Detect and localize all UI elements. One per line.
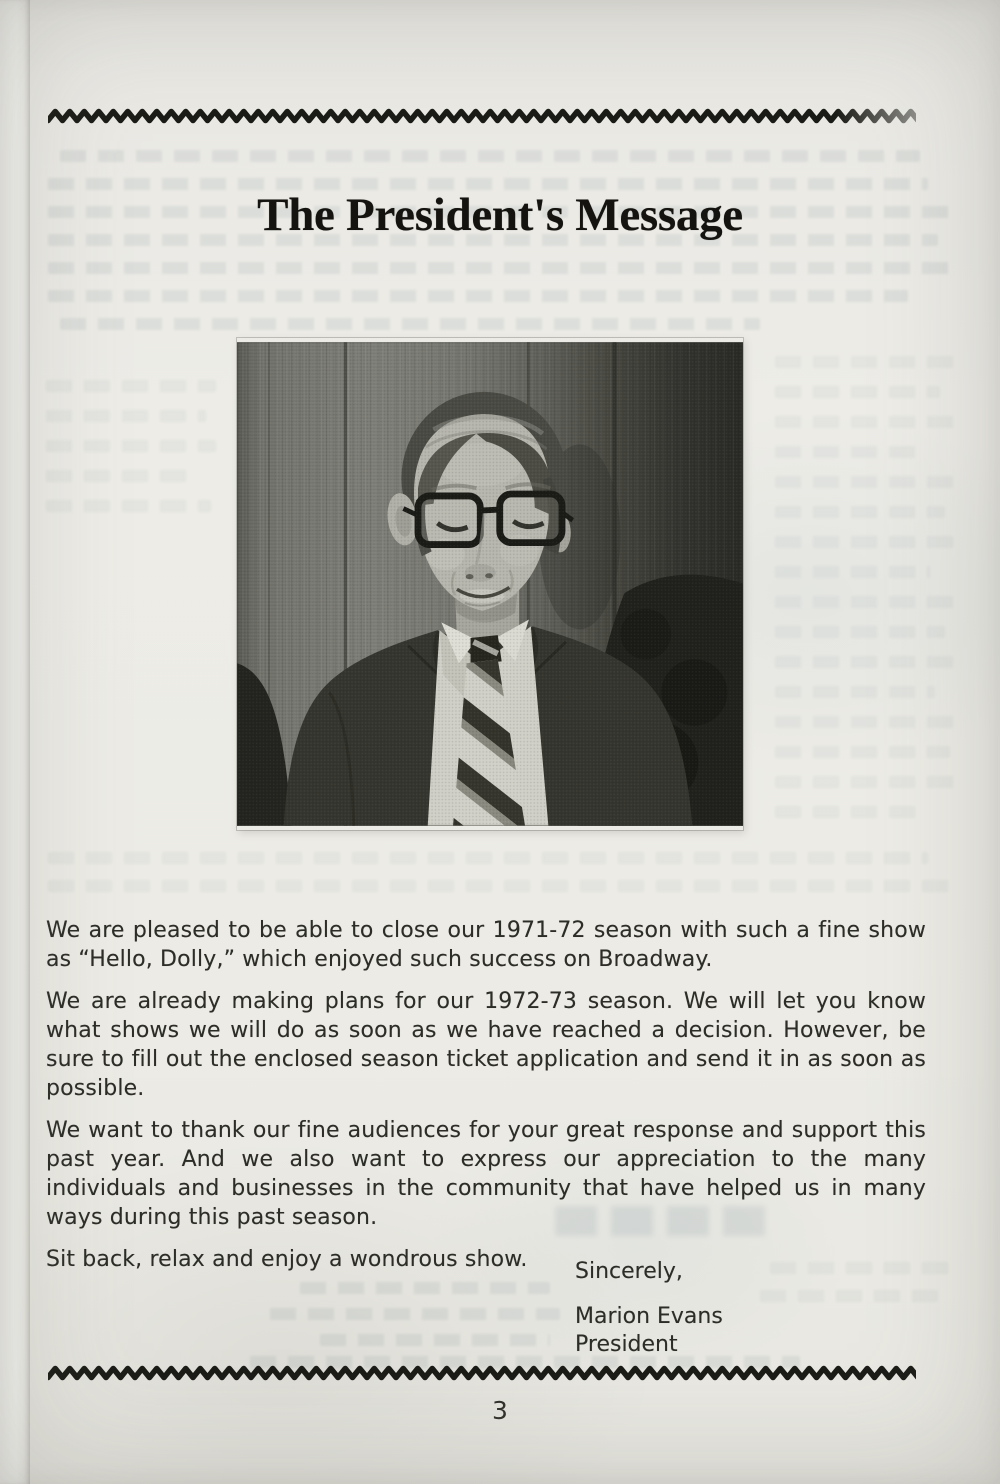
- bleedthrough-line: [60, 150, 920, 162]
- signature-closing: Sincerely,: [575, 1259, 683, 1284]
- bleedthrough-line: [775, 416, 955, 428]
- bleedthrough-line: [300, 1282, 550, 1294]
- bottom-border: [48, 1364, 916, 1383]
- bleedthrough-line: [775, 746, 950, 758]
- body-paragraph: We are pleased to be able to close our 1971-72 season with such a fine show as “Hello, Dolly,” which enjoyed such success on Broadway.: [46, 918, 926, 972]
- president-portrait-photo: [237, 338, 743, 830]
- bleedthrough-line: [760, 1290, 950, 1302]
- body-paragraph: We are already making plans for our 1972-73 season. We will let you know what shows we will do as soon as we have reached a decision. However, be sure to fill out the enclosed season ticket application and send it in as soon as possible.: [46, 989, 926, 1101]
- bleedthrough-line: [60, 318, 760, 330]
- bleedthrough-line: [46, 440, 216, 452]
- bleedthrough-line: [46, 380, 216, 392]
- top-border: [48, 107, 916, 126]
- body-paragraph: Sit back, relax and enjoy a wondrous show.: [46, 1247, 528, 1272]
- signature-name: Marion Evans: [575, 1304, 723, 1329]
- page-number: 3: [492, 1396, 508, 1425]
- bleedthrough-line: [775, 686, 935, 698]
- bleedthrough-line: [775, 566, 930, 578]
- bleedthrough-line: [46, 470, 196, 482]
- page-left-edge: [0, 0, 30, 1484]
- body-paragraph: We want to thank our fine audiences for your great response and support this past year. And we also want to express our appreciation to the many individuals and businesses in the community that have helped us in many ways during this past season.: [46, 1118, 926, 1230]
- portrait-graphic: [237, 338, 743, 830]
- bleedthrough-line: [775, 386, 940, 398]
- zigzag-border-graphic: [48, 1364, 916, 1383]
- bleedthrough-line: [775, 506, 945, 518]
- bleedthrough-line: [48, 290, 908, 302]
- bleedthrough-line: [775, 476, 955, 488]
- bleedthrough-line: [48, 852, 928, 864]
- bleedthrough-line: [48, 262, 953, 274]
- bleedthrough-line: [270, 1308, 560, 1320]
- bleedthrough-line: [775, 596, 955, 608]
- bleedthrough-line: [46, 500, 211, 512]
- bleedthrough-line: [775, 356, 955, 368]
- bleedthrough-line: [775, 626, 945, 638]
- zigzag-border-graphic: [48, 107, 916, 126]
- bleedthrough-line: [775, 806, 925, 818]
- bleedthrough-line: [320, 1334, 550, 1346]
- border-fade: [836, 107, 916, 126]
- signature-role: President: [575, 1332, 678, 1357]
- bleedthrough-line: [46, 410, 206, 422]
- bleedthrough-line: [775, 446, 925, 458]
- signature-block: [575, 1258, 723, 1359]
- bleedthrough-line: [48, 880, 953, 892]
- bleedthrough-line: [775, 776, 955, 788]
- bleedthrough-line: [775, 536, 955, 548]
- page-title: The President's Message: [257, 189, 743, 241]
- message-body: [46, 916, 926, 1274]
- bleedthrough-line: [775, 716, 955, 728]
- bleedthrough-line: [775, 656, 955, 668]
